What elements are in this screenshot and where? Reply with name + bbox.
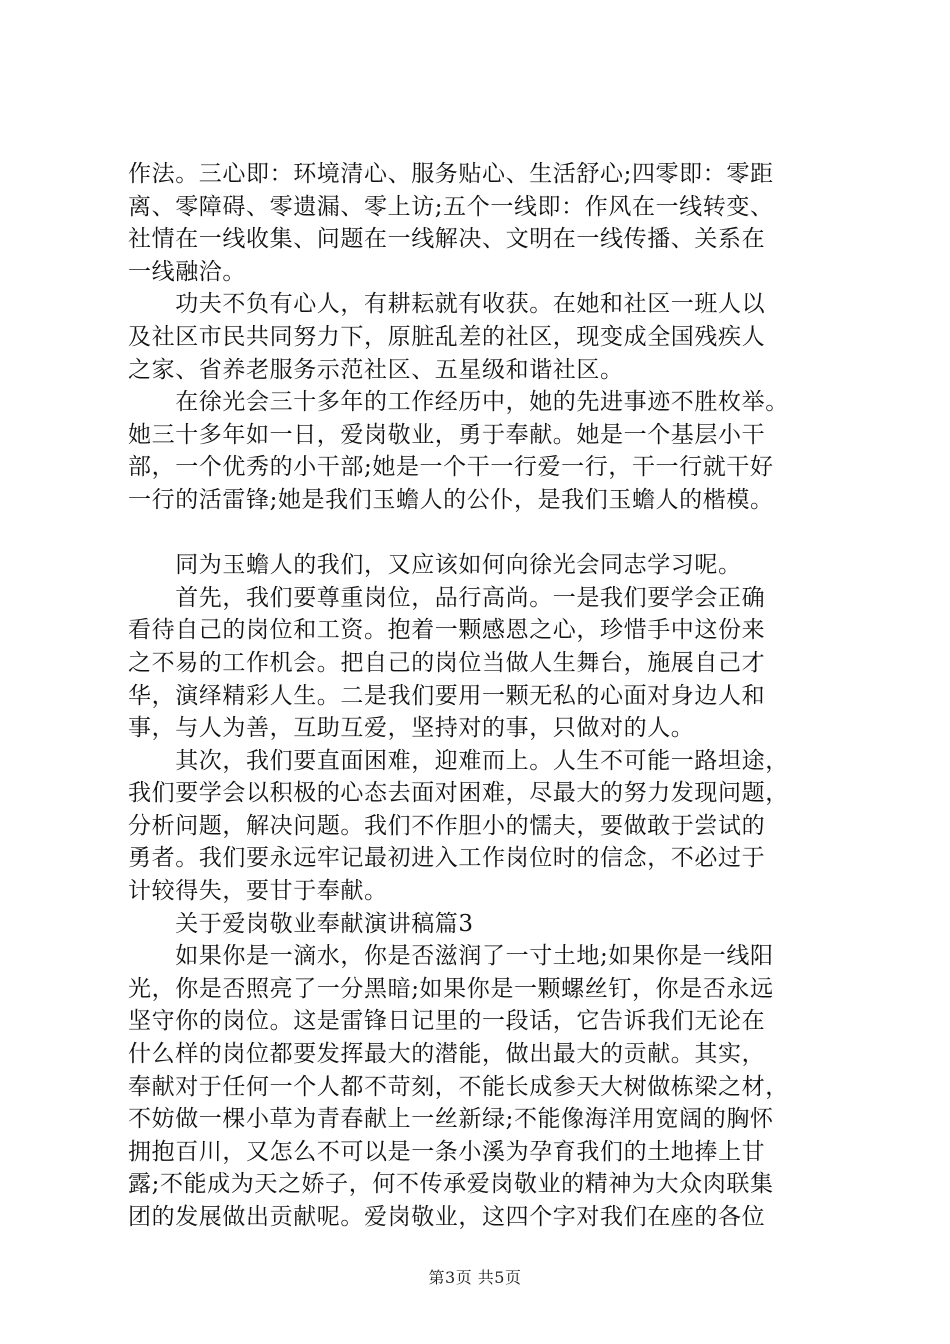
text-line: 其次，我们要直面困难，迎难而上。人生不可能一路坦途， — [128, 747, 789, 774]
text-line: 露;不能成为天之娇子，何不传承爱岗敬业的精神为大众肉联集 — [128, 1171, 774, 1198]
text-line: 之不易的工作机会。把自己的岗位当做人生舞台，施展自己才 — [128, 649, 766, 676]
text-line: 社情在一线收集、问题在一线解决、文明在一线传播、关系在 — [128, 226, 766, 253]
text-line: 华，演绎精彩人生。二是我们要用一颗无私的心面对身边人和 — [128, 682, 766, 709]
document-body — [128, 158, 828, 1234]
text-line: 我们要学会以积极的心态去面对困难，尽最大的努力发现问题， — [128, 780, 789, 807]
text-line: 计较得失，要甘于奉献。 — [128, 878, 388, 905]
text-line: 光，你是否照亮了一分黑暗;如果你是一颗螺丝钉，你是否永远 — [128, 975, 774, 1002]
text-line: 拥抱百川，又怎么不可以是一条小溪为孕育我们的土地捧上甘 — [128, 1138, 766, 1165]
section-heading: 关于爱岗敬业奉献演讲稿篇3 — [128, 910, 474, 937]
text-line: 看待自己的岗位和工资。抱着一颗感恩之心，珍惜手中这份来 — [128, 617, 766, 644]
page-number-footer: 第3页 共5页 — [428, 1268, 522, 1287]
text-line: 一行的活雷锋;她是我们玉蟾人的公仆，是我们玉蟾人的楷模。 — [128, 486, 774, 513]
text-line: 事，与人为善，互助互爱，坚持对的事，只做对的人。 — [128, 715, 695, 742]
text-line: 部，一个优秀的小干部;她是一个干一行爱一行，干一行就干好 — [128, 454, 774, 481]
text-line: 如果你是一滴水，你是否滋润了一寸土地;如果你是一线阳 — [128, 943, 774, 970]
text-line: 同为玉蟾人的我们，又应该如何向徐光会同志学习呢。 — [128, 552, 742, 579]
text-line: 勇者。我们要永远牢记最初进入工作岗位时的信念，不必过于 — [128, 845, 766, 872]
text-line: 奉献对于任何一个人都不苛刻，不能长成参天大树做栋梁之材， — [128, 1073, 789, 1100]
text-line: 分析问题，解决问题。我们不作胆小的懦夫，要做敢于尝试的 — [128, 812, 766, 839]
text-line: 及社区市民共同努力下，原脏乱差的社区，现变成全国残疾人 — [128, 323, 766, 350]
text-line: 一线融洽。 — [128, 258, 246, 285]
blank-line — [128, 517, 828, 550]
text-line: 首先，我们要尊重岗位，品行高尚。一是我们要学会正确 — [128, 584, 766, 611]
text-line: 之家、省养老服务示范社区、五星级和谐社区。 — [128, 356, 624, 383]
text-line: 她三十多年如一日，爱岗敬业，勇于奉献。她是一个基层小干 — [128, 421, 766, 448]
text-line: 作法。三心即：环境清心、服务贴心、生活舒心;四零即：零距 — [128, 161, 774, 187]
text-line: 不妨做一棵小草为青春献上一丝新绿;不能像海洋用宽阔的胸怀 — [128, 1106, 774, 1133]
text-line: 在徐光会三十多年的工作经历中，她的先进事迹不胜枚举。 — [128, 389, 789, 416]
text-line: 团的发展做出贡献呢。爱岗敬业，这四个字对我们在座的各位 — [128, 1204, 766, 1230]
text-line: 什么样的岗位都要发挥最大的潜能，做出最大的贡献。其实， — [128, 1041, 766, 1068]
text-line: 功夫不负有心人，有耕耘就有收获。在她和社区一班人以 — [128, 291, 766, 318]
text-line: 离、零障碍、零遗漏、零上访;五个一线即：作风在一线转变、 — [128, 193, 774, 220]
text-line: 坚守你的岗位。这是雷锋日记里的一段话，它告诉我们无论在 — [128, 1008, 766, 1035]
